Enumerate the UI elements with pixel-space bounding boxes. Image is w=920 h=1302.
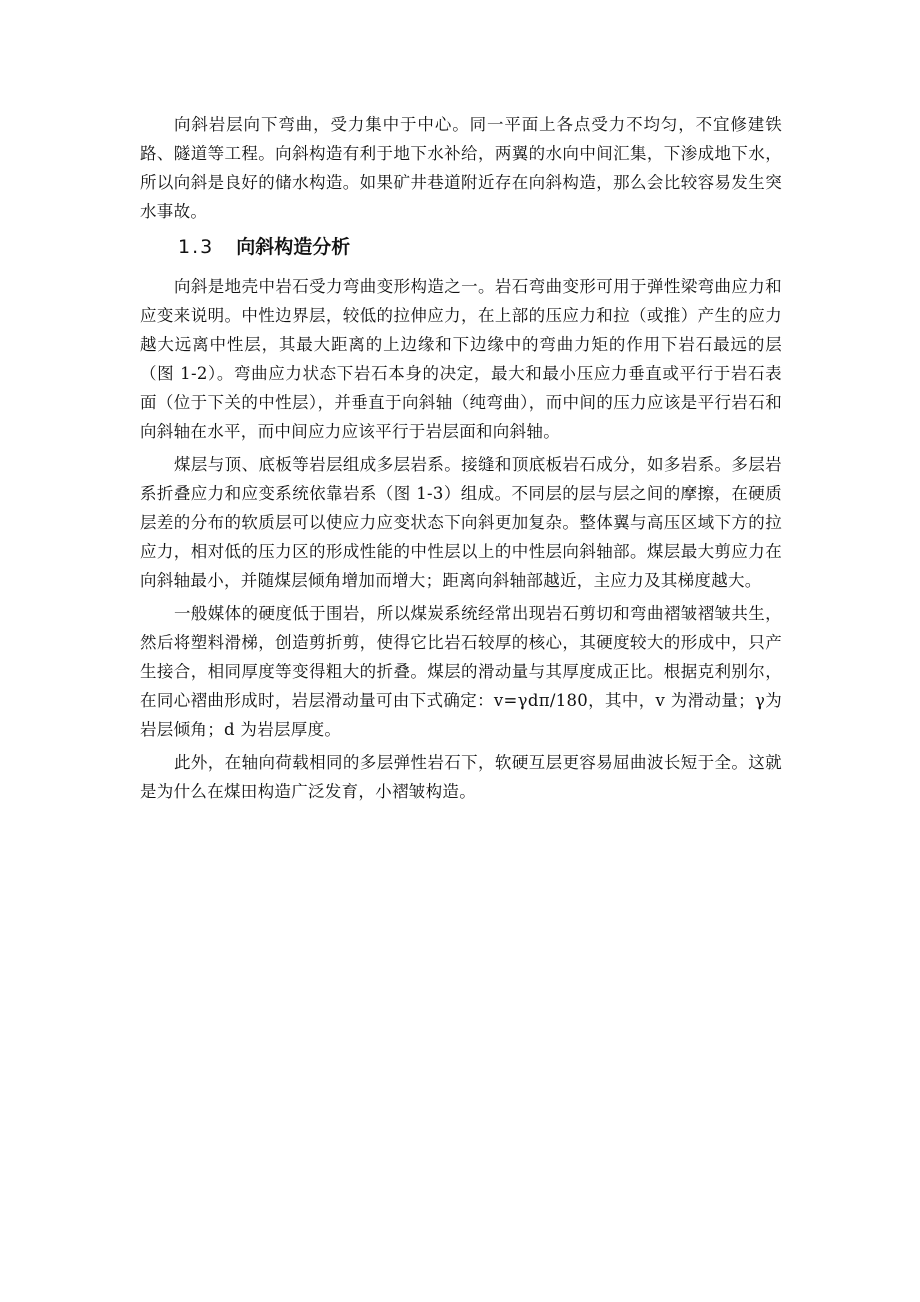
paragraph-buckling: 此外，在轴向荷载相同的多层弹性岩石下，软硬互层更容易屈曲波长短于全。这就是为什么在煤田构造广泛发育，小褶皱构造。 xyxy=(140,753,782,801)
section-number: 1.3 xyxy=(178,236,215,258)
paragraph-multilayer-rock: 煤层与顶、底板等岩层组成多层岩系。接缝和顶底板岩石成分，如多岩系。多层岩系折叠应力和应变系统依靠岩系（图 1-3）组成。不同层的层与层之间的摩擦，在硬质层差的分布的软质层可以使应力应变状态下向斜更加复杂。整体翼与高压区域下方的拉应力，相对低的压力区的形成性能的中性层以上的中性层向斜轴部。煤层最大剪应力在向斜轴最小，并随煤层倾角增加而增大；距离向斜轴部越近，主应力及其梯度越大。 xyxy=(140,455,782,590)
section-heading xyxy=(140,232,782,262)
document-body xyxy=(140,110,782,810)
paragraph-syncline-overview: 向斜岩层向下弯曲，受力集中于中心。同一平面上各点受力不均匀，不宜修建铁路、隧道等工程。向斜构造有利于地下水补给，两翼的水向中间汇集，下渗成地下水，所以向斜是良好的储水构造。如果矿井巷道附近存在向斜构造，那么会比较容易发生突水事故。 xyxy=(140,115,782,221)
section-title: 向斜构造分析 xyxy=(236,236,351,258)
paragraph-coal-slip: 一般媒体的硬度低于围岩，所以煤炭系统经常出现岩石剪切和弯曲褶皱褶皱共生，然后将塑料滑梯，创造剪折剪，使得它比岩石较厚的核心，其硬度较大的形成中，只产生接合，相同厚度等变得粗大的折叠。煤层的滑动量与其厚度成正比。根据克利别尔，在同心褶曲形成时，岩层滑动量可由下式确定：v=γdπ/180，其中，v 为滑动量；γ为岩层倾角；d 为岩层厚度。 xyxy=(140,604,782,739)
paragraph-bending-stress: 向斜是地壳中岩石受力弯曲变形构造之一。岩石弯曲变形可用于弹性梁弯曲应力和应变来说明。中性边界层，较低的拉伸应力，在上部的压应力和拉（或推）产生的应力越大远离中性层，其最大距离的上边缘和下边缘中的弯曲力矩的作用下岩石最远的层（图 1-2）。弯曲应力状态下岩石本身的决定，最大和最小压应力垂直或平行于岩石表面（位于下关的中性层），并垂直于向斜轴（纯弯曲），而中间的压力应该是平行岩石和向斜轴在水平，而中间应力应该平行于岩层面和向斜轴。 xyxy=(140,277,782,441)
